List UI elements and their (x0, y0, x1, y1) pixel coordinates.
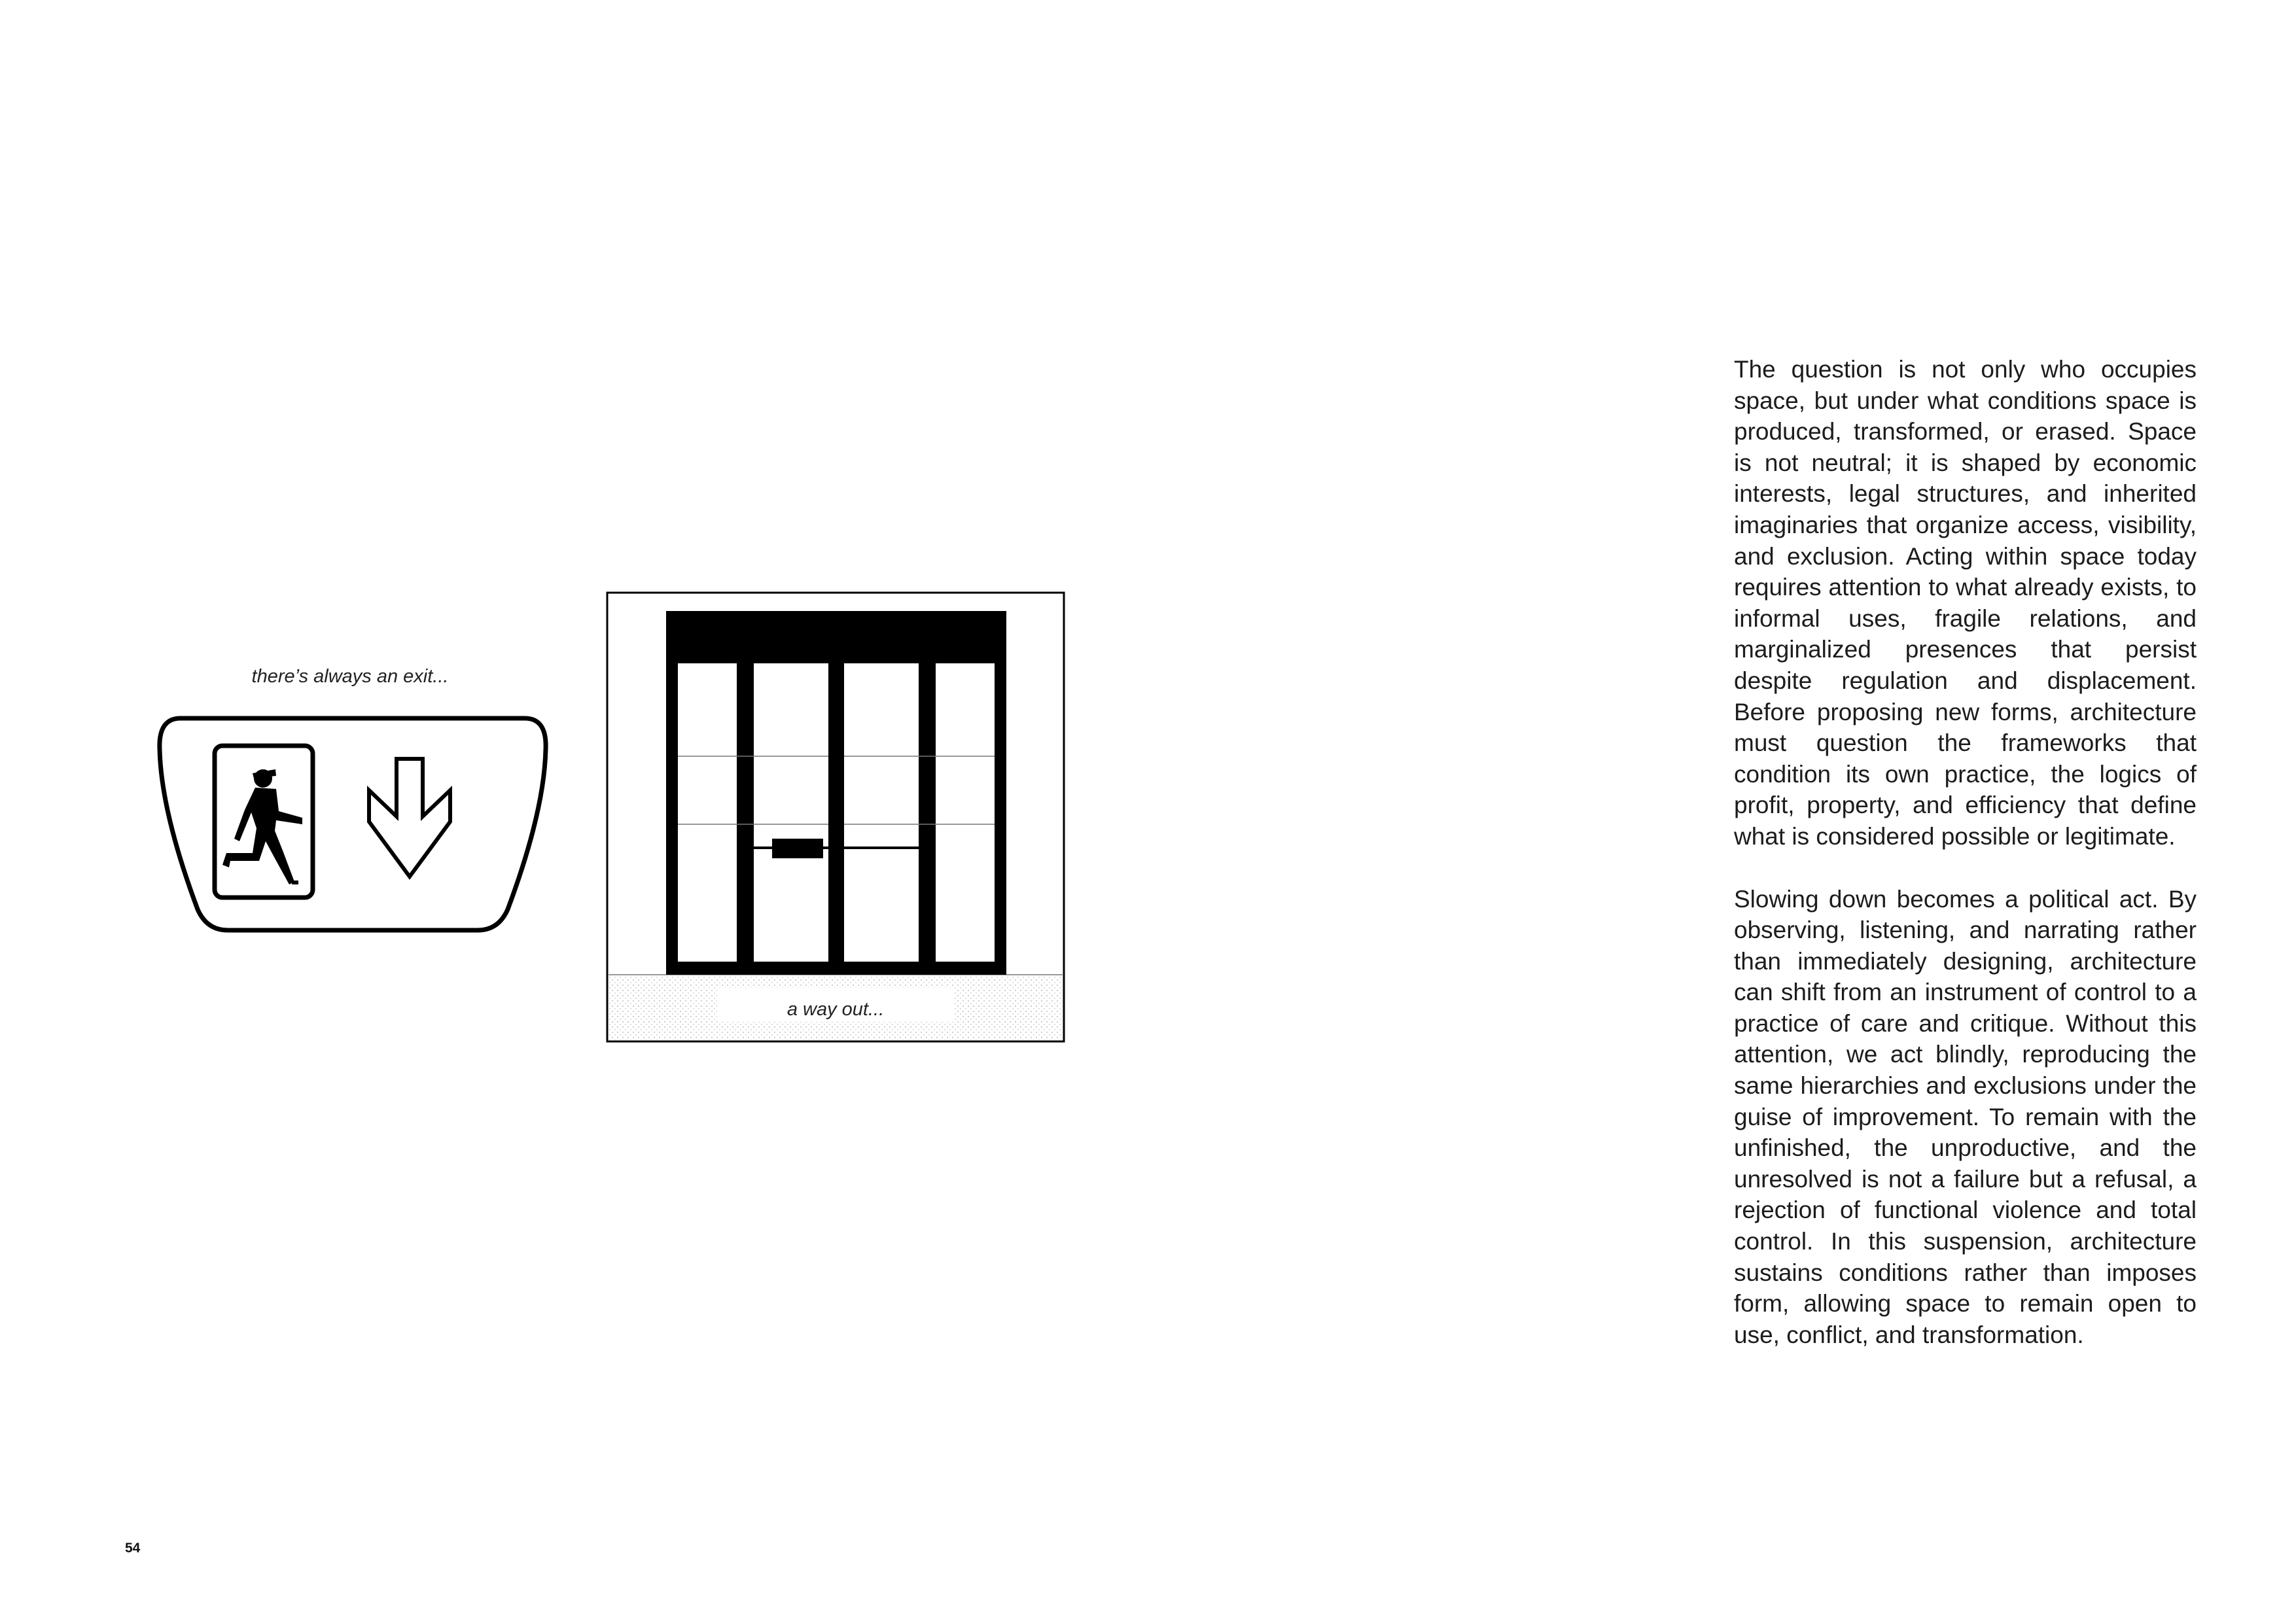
glass-panel-2 (754, 663, 828, 962)
exit-caption: there’s always an exit... (251, 666, 449, 687)
door-handle (772, 839, 823, 858)
glass-panel-4 (936, 663, 995, 962)
body-text-column (1734, 354, 2197, 1350)
glass-panel-3 (844, 663, 919, 962)
glass-panel-1 (678, 663, 737, 962)
paragraph-1: The question is not only who occupies space, but under what conditions space is produced, transformed, or erased. Space is not neutral; it is shaped by economic interests, legal structures, and inherited imaginaries that organize access, visibility, and exclusion. Acting within space today requires attention to what already exists, to informal uses, fragile relations, and marginalized presences that persist despite regulation and displacement. Before proposing new forms, architecture must question the frameworks that condition its own practice, the logics of profit, property, and efficiency that define what is considered possible or legitimate. (1734, 356, 2197, 850)
door-caption: a way out... (786, 999, 885, 1020)
page-number: 54 (125, 1541, 141, 1556)
paragraph-2: Slowing down becomes a political act. By observing, listening, and narrating rather than immediately designing, architecture can shift from an instrument of control to a practice of care and critique. Without this attention, we act blindly, reproducing the same hierarchies and exclusions under the guise of improvement. To remain with the unfinished, the unproductive, and the unresolved is not a failure but a refusal, a rejection of functional violence and total control. In this suspension, architecture sustains conditions rather than imposes form, allowing space to remain open to use, conflict, and transformation. (1734, 885, 2197, 1348)
sliding-door-icon (606, 591, 1065, 1043)
emergency-exit-sign-icon (154, 713, 551, 935)
